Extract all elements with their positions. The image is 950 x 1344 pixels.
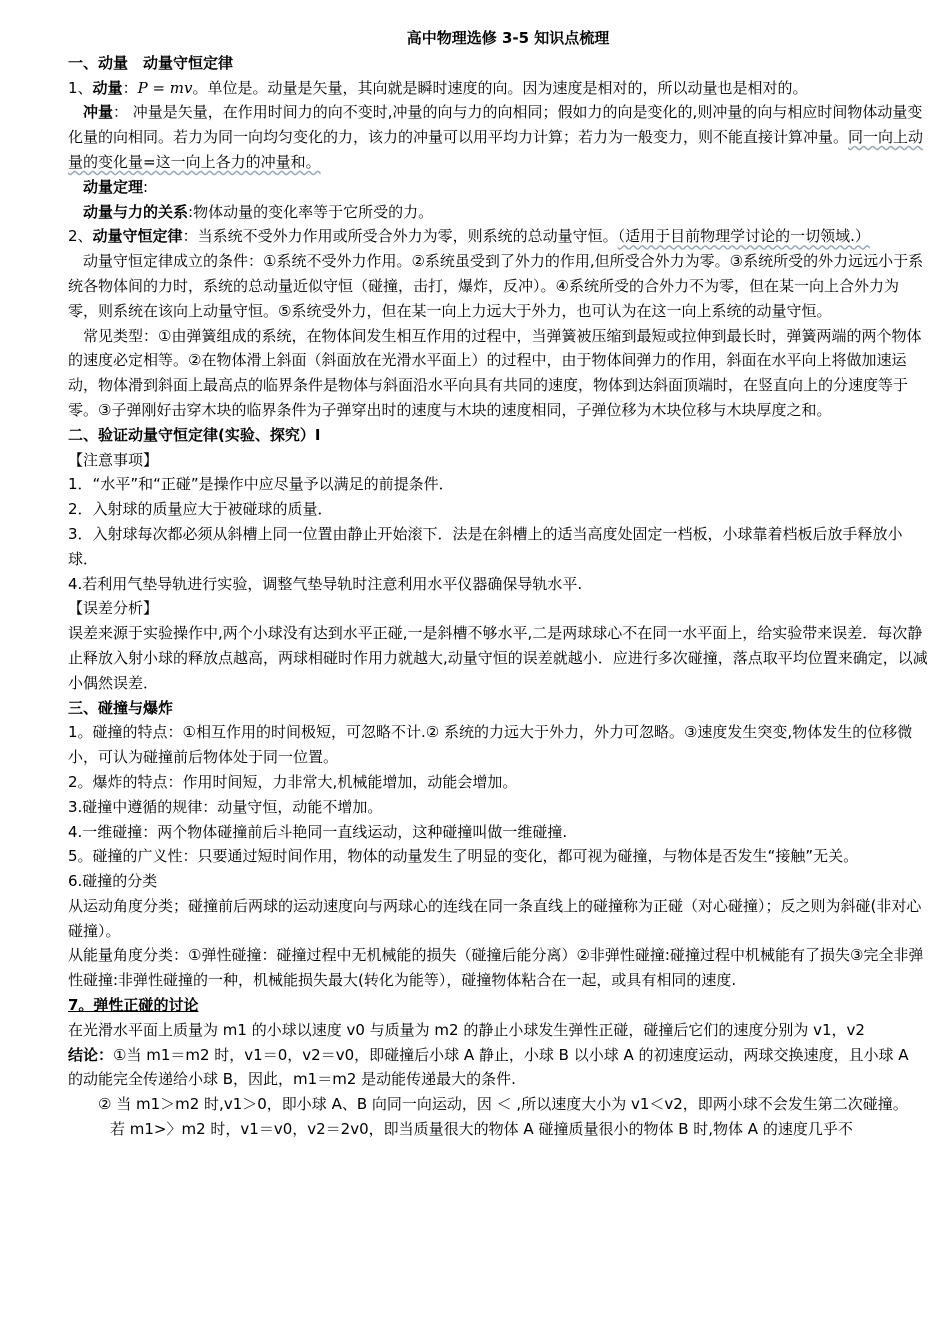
types-paragraph: 常见类型：①由弹簧组成的系统，在物体间发生相互作用的过程中，当弹簧被压缩到最短或拉伸到最长时，弹簧两端的两个物体的速度必定相等。②在物体滑上斜面（斜面放在光滑水平面上）的过程中，由于物体间弹力的作用，斜面在水平向上将做加速运动，物体滑到斜面上最高点的临界条件是物体与斜面沿水平向具有共同的速度，物体到达斜面顶端时，在竖直向上的分速度等于零。③子弹刚好击穿木块的临界条件为子弹穿出时的速度与木块的速度相同，子弹位移为木块位移与木块厚度之和。 (68, 326, 922, 419)
elastic-collision-heading: 7。弹性正碰的讨论 (68, 996, 199, 1015)
collision-item: 1。碰撞的特点：①相互作用的时间极短，可忽略不计.② 系统的力远大于外力，外力可忽略。③速度发生突变,物体发生的位移微小，可认为碰撞前后物体处于同一位置。 (68, 723, 913, 767)
conclusion-paragraph (68, 1043, 928, 1093)
conclusion-label: 结论： (68, 1045, 114, 1064)
conservation-number: 2、 (68, 227, 93, 246)
note-item: 4.若利用气垫导轨进行实验，调整气垫导轨时注意利用水平仪器确保导轨水平. (68, 574, 583, 593)
page-title: 高中物理选修 3-5 知识点梳理 (406, 29, 610, 47)
section-2-heading: 二、验证动量守恒定律(实验、探究）Ⅰ (68, 425, 321, 444)
note-item: 2．入射球的质量应大于被碰球的质量． (68, 500, 333, 519)
conservation-paren: （适用于目前物理学讨论的一切领域.） (617, 227, 870, 246)
collision-item: 从运动角度分类；碰撞前后两球的运动速度向与两球心的连线在同一条直线上的碰撞称为正碰（对心碰撞）；反之则为斜碰(非对心碰撞）。 (68, 896, 922, 940)
conservation-label: 动量守恒定律 (92, 227, 183, 246)
impulse-label: 冲量 (83, 103, 114, 122)
conclusion-1: ①当 m1＝m2 时，v1＝0，v2＝v0，即碰撞后小球 A 静止，小球 B 以小球 A 的初速度运动，两球交换速度，且小球 A 的动能完全传递给小球 B，因此，m1＝m2 是动能传递最大的条件. (68, 1045, 909, 1089)
theorem-label: 动量定理 (83, 177, 144, 196)
relation-text: :物体动量的变化率等于它所受的力。 (188, 202, 434, 221)
conditions-paragraph: 动量守恒定律成立的条件：①系统不受外力作用。②系统虽受到了外力的作用,但所受合外力为零。③系统所受的外力远远小于系统各物体间的力时，系统的总动量近似守恒（碰撞，击打，爆炸，反冲）。④系统所受的合外力不为零，但在某一向上合外力为零，则系统在该向上动量守恒。⑤系统受外力，但在某一向上力远大于外力，也可认为在这一向上系统的动量守恒。 (68, 252, 924, 320)
note-item: 1．“水平”和“正碰”是操作中应尽量予以满足的前提条件． (68, 475, 454, 494)
momentum-colon: ： (122, 78, 138, 97)
collision-item: 2。爆炸的特点：作用时间短，力非常大,机械能增加，动能会增加。 (68, 772, 518, 791)
relation-paragraph (68, 200, 928, 225)
collision-item: 从能量角度分类：①弹性碰撞：碰撞过程中无机械能的损失（碰撞后能分离）②非弹性碰撞:碰撞过程中机械能有了损失③完全非弹性碰撞:非弹性碰撞的一种，机械能损失最大(转化为能等），碰撞物体粘合在一起，或具有相同的速度. (68, 946, 924, 990)
notes-heading: 【注意事项】 (68, 450, 159, 469)
theorem-paragraph (68, 175, 928, 200)
conservation-text: ：当系统不受外力作用或所受合外力为零，则系统的总动量守恒。 (182, 227, 618, 246)
error-paragraph: 误差来源于实验操作中,两个小球没有达到水平正碰,一是斜槽不够水平,二是两球球心不在同一水平面上，给实验带来误差．每次静止释放入射小球的释放点越高，两球相碰时作用力就越大,动量守恒的误差就越小．应进行多次碰撞，落点取平均位置来确定，以减小偶然误差． (68, 624, 928, 692)
note-item: 3．入射球每次都必须从斜槽上同一位置由静止开始滚下．法是在斜槽上的适当高度处固定一档板，小球靠着档板后放手释放小球． (68, 524, 903, 568)
momentum-number: 1、 (68, 78, 93, 97)
error-heading: 【误差分析】 (68, 599, 159, 618)
relation-label: 动量与力的关系 (83, 202, 189, 221)
collision-item: 6.碰撞的分类 (68, 872, 158, 891)
momentum-label: 动量 (92, 78, 123, 97)
impulse-text: ： 冲量是矢量，在作用时间力的向不变时,冲量的向与力的向相同；假如力的向是变化的,则冲量的向与相应时间物体动量变化量的向相同。若力为同一向均匀变化的力，该力的冲量可以用平均力计算；若力为一般变力，则不能直接计算冲量。 (68, 103, 923, 147)
elastic-collision-text: 在光滑水平面上质量为 m1 的小球以速度 v0 与质量为 m2 的静止小球发生弹性正碰，碰撞后它们的速度分别为 v1，v2 (68, 1020, 865, 1039)
section-1-heading: 一、动量 动量守恒定律 (68, 53, 234, 72)
momentum-text: 。单位是。动量是矢量，其向就是瞬时速度的向。因为速度是相对的，所以动量也是相对的。 (192, 78, 808, 97)
collision-item: 5。碰撞的广义性：只要通过短时间作用，物体的动量发生了明显的变化，都可视为碰撞，与物体是否发生“接触”无关。 (68, 847, 859, 866)
theorem-text: : (143, 177, 149, 196)
momentum-paragraph (68, 76, 928, 101)
collision-item: 4.一维碰撞：两个物体碰撞前后斗艳同一直线运动，这种碰撞叫做一维碰撞. (68, 822, 568, 841)
momentum-formula: P = mv (137, 78, 193, 97)
conclusion-3: 若 m1>〉m2 时，v1＝v0，v2＝2v0，即当质量很大的物体 A 碰撞质量很小的物体 B 时,物体 A 的速度几乎不 (110, 1120, 853, 1139)
section-3-heading: 三、碰撞与爆炸 (68, 698, 174, 717)
conservation-paragraph (68, 224, 928, 249)
collision-item: 3.碰撞中遵循的规律：动量守恒，动能不增加。 (68, 797, 383, 816)
impulse-paragraph (68, 100, 928, 174)
impulse-tail: 同一向上动量的变化量=这一向上各力的冲量和。 (68, 128, 924, 171)
conclusion-2: ② 当 m1＞m2 时,v1＞0，即小球 A、B 向同一向运动，因 ＜ ,所以速度大小为 v1＜v2，即两小球不会发生第二次碰撞。 (98, 1095, 908, 1114)
